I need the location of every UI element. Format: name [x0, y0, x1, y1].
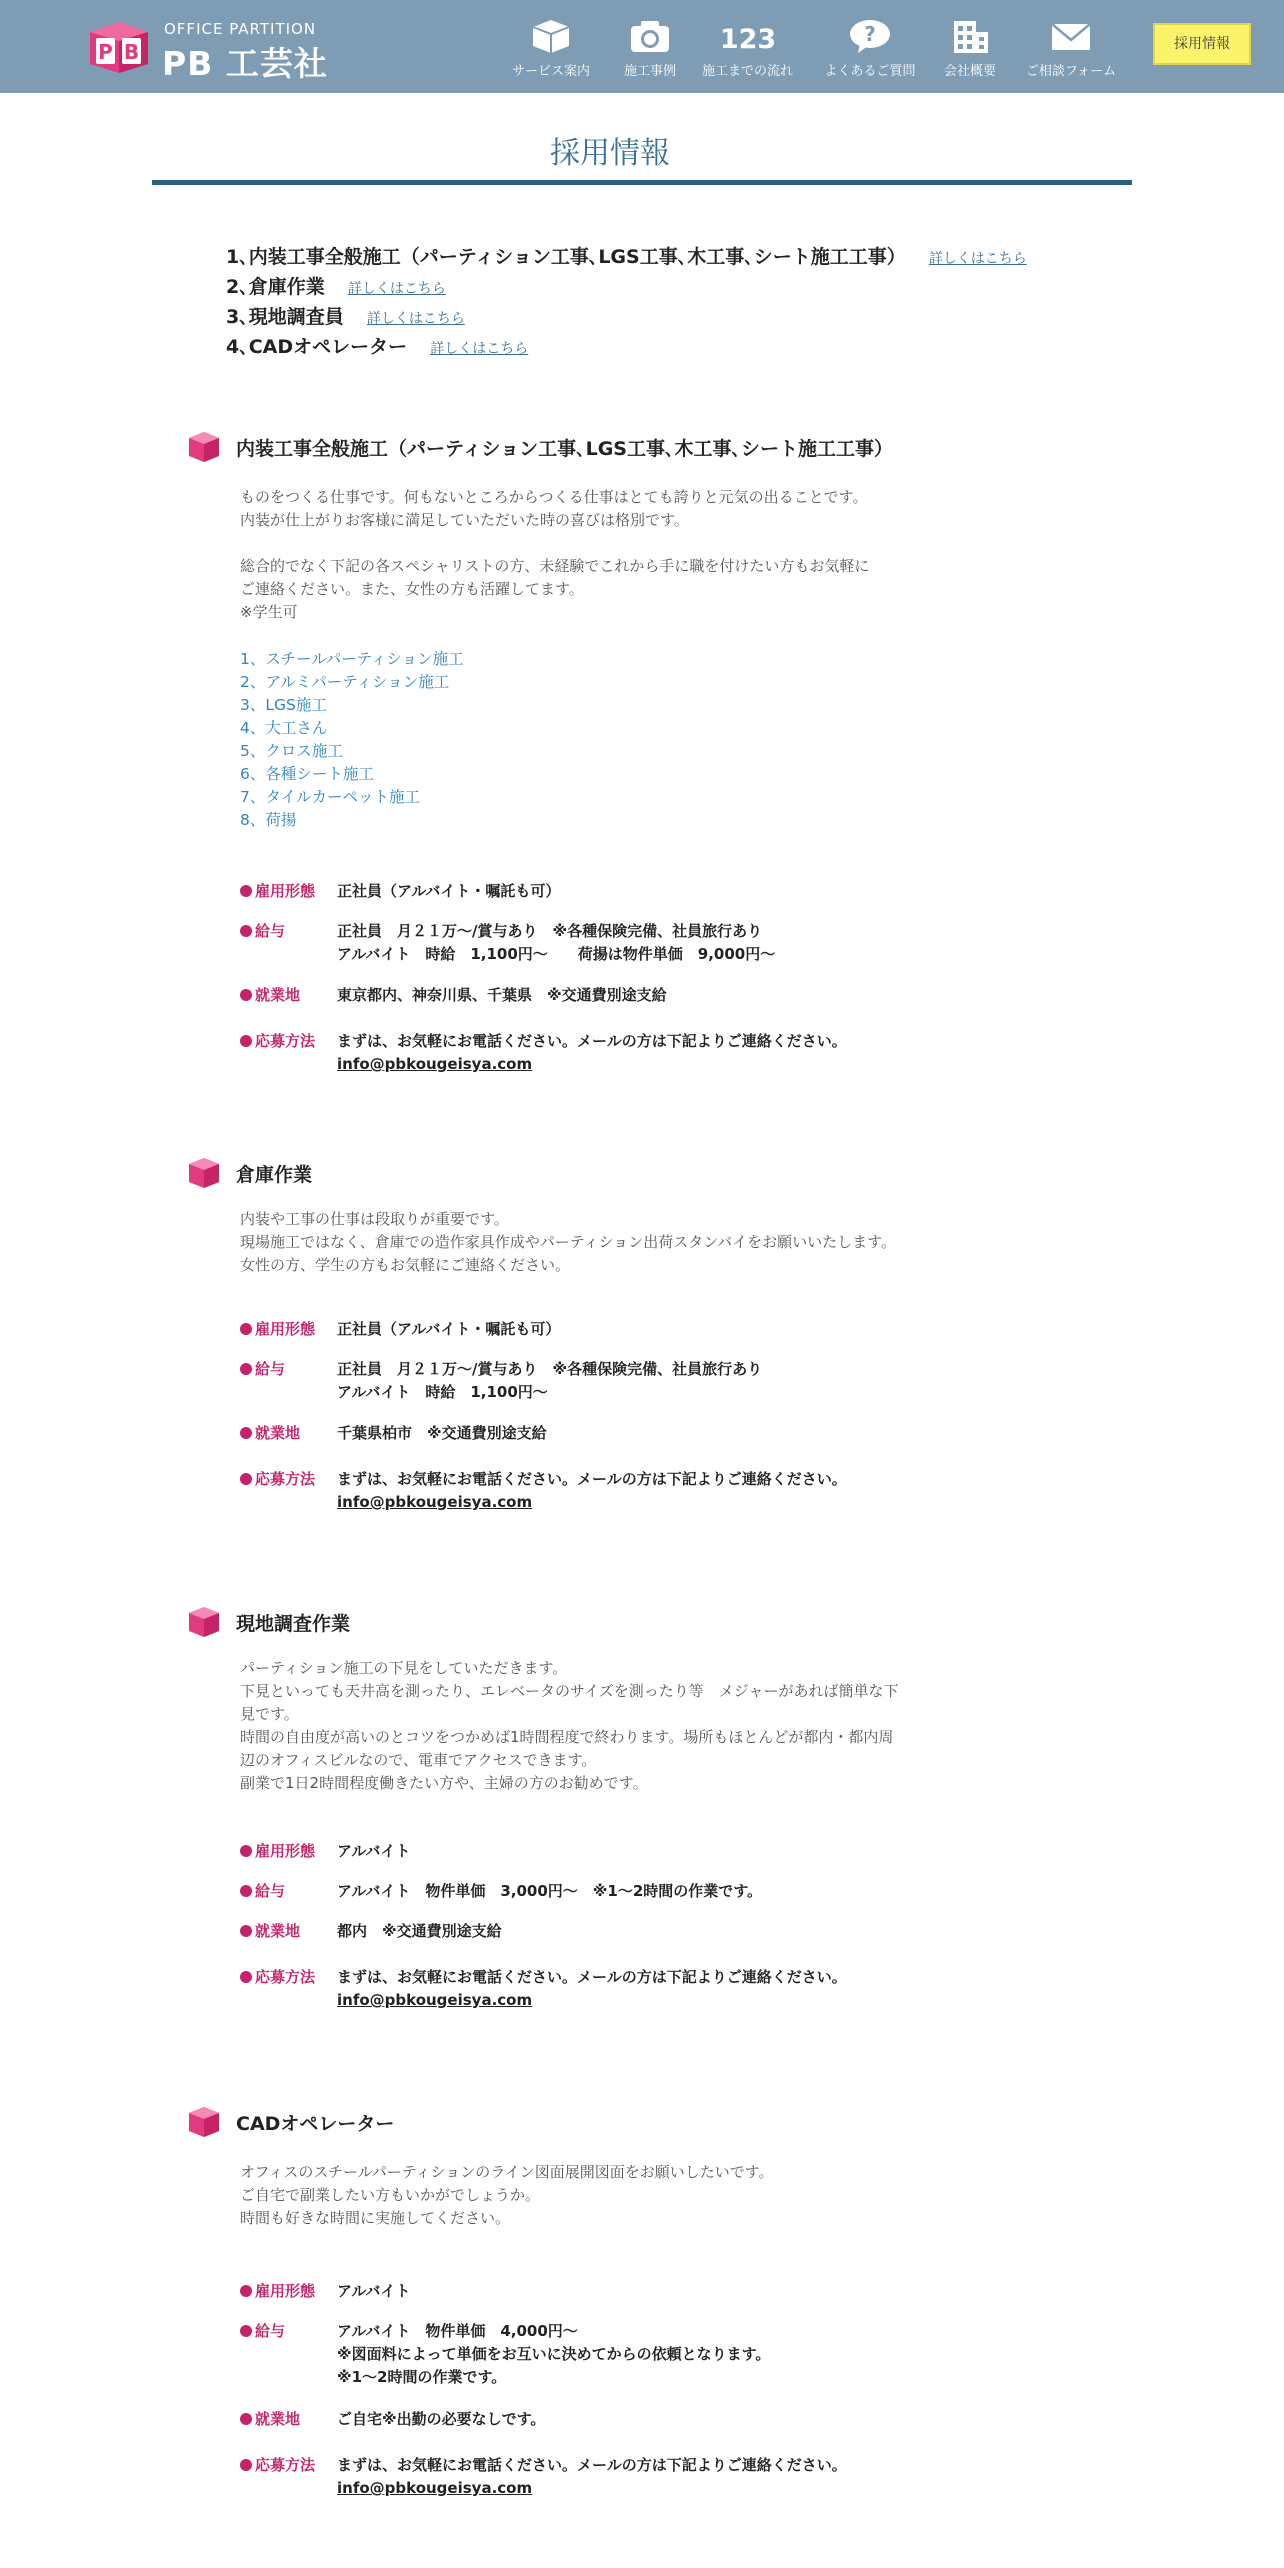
detail-key: 応募方法: [240, 1966, 315, 1987]
bullet-dot-icon: [240, 2285, 252, 2297]
site-logo[interactable]: [88, 20, 328, 83]
nav-label: ご相談フォーム: [1025, 64, 1117, 79]
email-link[interactable]: info@pbkougeisya.com: [337, 1991, 533, 2009]
nav-service[interactable]: [510, 18, 592, 79]
detail-value: 東京都内、神奈川県、千葉県 ※交通費別途支給: [337, 986, 667, 1004]
site-header: [0, 0, 1284, 93]
section-title: CADオペレーター: [236, 2113, 395, 2135]
detail-key: 雇用形態: [240, 880, 315, 901]
bullet-dot-icon: [240, 1473, 252, 1485]
description-line: オフィスのスチールパーティションのライン図面展開図面をお願いしたいです。: [240, 2163, 774, 2181]
bullet-dot-icon: [240, 1363, 252, 1375]
svg-text:B: B: [123, 40, 140, 64]
description-line: 時間の自由度が高いのとコツをつかめば1時間程度で終わります。場所もほとんどが都内・都内周: [240, 1728, 894, 1746]
job-type-item: 2、アルミパーティション施工: [240, 673, 450, 691]
description-line: ※学生可: [240, 603, 298, 621]
bullet-dot-icon: [240, 925, 252, 937]
detail-value: アルバイト: [337, 2282, 411, 2300]
page-title: 採用情報: [550, 136, 670, 171]
toc-item: [226, 302, 1027, 332]
toc-label: 4､CADオペレーター: [226, 336, 408, 358]
job-type-item: 6、各種シート施工: [240, 765, 374, 783]
bullet-dot-icon: [240, 989, 252, 1001]
bullet-dot-icon: [240, 1427, 252, 1439]
detail-value: 千葉県柏市 ※交通費別途支給: [337, 1424, 547, 1442]
detail-value: 正社員（アルバイト・嘱託も可）: [337, 882, 561, 900]
section-description: [240, 1657, 899, 1795]
toc-label: 1､内装工事全般施工（パーティション工事､LGS工事､木工事､シート施工工事）: [226, 246, 906, 268]
cube-icon: [188, 2106, 220, 2138]
nav-label: サービス案内: [511, 64, 590, 79]
cube-icon: [188, 431, 220, 463]
toc-detail-link[interactable]: 詳しくはこちら: [430, 341, 529, 357]
detail-key: 就業地: [240, 1920, 300, 1941]
toc-detail-link[interactable]: 詳しくはこちら: [366, 311, 465, 327]
description-line: 辺のオフィスビルなので、電車でアクセスできます。: [240, 1751, 597, 1769]
cube-icon: [188, 1606, 220, 1638]
detail-value: 正社員 月２１万〜/賞与あり ※各種保険完備、社員旅行あり アルバイト 時給 1,100円〜: [337, 1360, 763, 1401]
job-type-item: 7、タイルカーペット施工: [240, 788, 421, 806]
description-line: 内装や工事の仕事は段取りが重要です。: [240, 1210, 509, 1228]
bullet-dot-icon: [240, 1845, 252, 1857]
description-line: 下見といっても天井高を測ったり、エレベータのサイズを測ったり等 メジャーがあれば簡単な下: [240, 1682, 899, 1700]
svg-text:123: 123: [719, 24, 776, 55]
description-line: 現場施工ではなく、倉庫での造作家具作成やパーティション出荷スタンバイをお願いいたします。: [240, 1233, 896, 1251]
job-type-item: 4、大工さん: [240, 719, 328, 737]
camera-icon: [628, 18, 672, 54]
job-type-item: 3、LGS施工: [240, 696, 327, 714]
recruit-button[interactable]: 採用情報: [1153, 23, 1251, 65]
nav-faq[interactable]: [820, 18, 920, 79]
bullet-dot-icon: [240, 1971, 252, 1983]
nav-label: よくあるご質問: [824, 64, 916, 79]
description-line: 見です。: [240, 1705, 299, 1723]
detail-value: まずは、お気軽にお電話ください。メールの方は下記よりご連絡ください。 info@pbkougeisya.com: [337, 1968, 847, 2009]
toc-detail-link[interactable]: 詳しくはこちら: [347, 281, 446, 297]
nav-flow[interactable]: [700, 18, 795, 79]
bullet-dot-icon: [240, 2325, 252, 2337]
description-line: ご自宅で副業したい方もいかがでしょうか。: [240, 2186, 541, 2204]
description-line: 総合的でなく下記の各スペシャリストの方、未経験でこれから手に職を付けたい方もお気軽に: [240, 557, 870, 575]
detail-key: 雇用形態: [240, 2280, 315, 2301]
toc-item: [226, 272, 1027, 302]
email-link[interactable]: info@pbkougeisya.com: [337, 2479, 533, 2497]
detail-value: アルバイト 物件単価 4,000円〜 ※図面料によって単価をお互いに決めてからの依頼となります。 ※1〜2時間の作業です。: [337, 2322, 771, 2386]
section-title: 倉庫作業: [236, 1164, 313, 1186]
nav-works[interactable]: [615, 18, 685, 79]
detail-key: 給与: [240, 1358, 285, 1379]
detail-key: 給与: [240, 1880, 285, 1901]
description-line: パーティション施工の下見をしていただきます。: [240, 1659, 568, 1677]
building-icon: [948, 18, 992, 54]
detail-key: 応募方法: [240, 2454, 315, 2475]
toc-label: 2､倉庫作業: [226, 276, 325, 298]
description-line: ご連絡ください。また、女性の方も活躍してます。: [240, 580, 584, 598]
detail-key: 給与: [240, 2320, 285, 2341]
nav-label: 施工事例: [623, 64, 676, 79]
recruit-index: [226, 242, 1027, 362]
nav-label: 施工までの流れ: [701, 64, 793, 79]
detail-key: 雇用形態: [240, 1318, 315, 1339]
detail-key: 給与: [240, 920, 285, 941]
job-type-item: 8、荷揚: [240, 811, 297, 829]
description-line: 副業で1日2時間程度働きたい方や、主婦の方のお勧めです。: [240, 1774, 648, 1792]
cube-icon: [188, 1157, 220, 1189]
nav-label: 会社概要: [943, 64, 996, 79]
email-link[interactable]: info@pbkougeisya.com: [337, 1493, 533, 1511]
detail-value: まずは、お気軽にお電話ください。メールの方は下記よりご連絡ください。 info@pbkougeisya.com: [337, 1032, 847, 1073]
toc-label: 3､現地調査員: [226, 306, 344, 328]
toc-item: [226, 332, 1027, 362]
bullet-dot-icon: [240, 1323, 252, 1335]
bullet-dot-icon: [240, 1885, 252, 1897]
logo-cube-icon: [88, 20, 150, 74]
nav-company[interactable]: [939, 18, 1001, 79]
toc-item: [226, 242, 1027, 272]
svg-text:P: P: [98, 40, 113, 64]
description-line: [240, 532, 869, 555]
svg-text:?: ?: [864, 22, 876, 46]
description-line: ものをつくる仕事です。何もないところからつくる仕事はとても誇りと元気の出ることです。: [240, 488, 868, 506]
email-link[interactable]: info@pbkougeisya.com: [337, 1055, 533, 1073]
detail-value: アルバイト 物件単価 3,000円〜 ※1〜2時間の作業です。: [337, 1882, 763, 1900]
description-line: 内装が仕上がりお客様に満足していただいた時の喜びは格別です。: [240, 511, 689, 529]
section-description: [240, 486, 869, 624]
detail-key: 就業地: [240, 2408, 300, 2429]
detail-value: まずは、お気軽にお電話ください。メールの方は下記よりご連絡ください。 info@pbkougeisya.com: [337, 2456, 847, 2497]
detail-value: 正社員（アルバイト・嘱託も可）: [337, 1320, 561, 1338]
description-line: 時間も好きな時間に実施してください。: [240, 2209, 511, 2227]
detail-value: アルバイト: [337, 1842, 411, 1860]
detail-key: 就業地: [240, 1422, 300, 1443]
detail-key: 雇用形態: [240, 1840, 315, 1861]
logo-subtitle: OFFICE PARTITION: [164, 20, 317, 38]
title-divider: [152, 180, 1132, 185]
job-type-item: 5、クロス施工: [240, 742, 343, 760]
mail-icon: [1049, 18, 1093, 54]
bullet-dot-icon: [240, 885, 252, 897]
box-icon: [529, 18, 573, 54]
section-title: 現地調査作業: [236, 1613, 351, 1635]
numbers-123-icon: [719, 18, 776, 55]
description-line: 女性の方、学生の方もお気軽にご連絡ください。: [240, 1256, 571, 1274]
detail-value: 正社員 月２１万〜/賞与あり ※各種保険完備、社員旅行あり アルバイト 時給 1,100円〜 荷揚は物件単価 9,000円〜: [337, 922, 776, 963]
detail-key: 応募方法: [240, 1468, 315, 1489]
section-title: 内装工事全般施工（パーティション工事､LGS工事､木工事､シート施工工事）: [236, 438, 893, 460]
question-bubble-icon: [848, 18, 892, 54]
logo-title: PB 工芸社: [162, 44, 328, 83]
section-description: [240, 2161, 774, 2230]
section-description: [240, 1208, 896, 1277]
toc-detail-link[interactable]: 詳しくはこちら: [928, 251, 1027, 267]
job-type-item: 1、スチールパーティション施工: [240, 650, 464, 668]
detail-value: 都内 ※交通費別途支給: [337, 1922, 502, 1940]
detail-key: 応募方法: [240, 1030, 315, 1051]
nav-contact[interactable]: [1021, 18, 1121, 79]
bullet-dot-icon: [240, 2413, 252, 2425]
bullet-dot-icon: [240, 1925, 252, 1937]
bullet-dot-icon: [240, 1035, 252, 1047]
detail-value: まずは、お気軽にお電話ください。メールの方は下記よりご連絡ください。 info@pbkougeisya.com: [337, 1470, 847, 1511]
bullet-dot-icon: [240, 2459, 252, 2471]
detail-value: ご自宅※出勤の必要なしです。: [337, 2410, 546, 2428]
detail-key: 就業地: [240, 984, 300, 1005]
job-type-list: [240, 648, 464, 832]
